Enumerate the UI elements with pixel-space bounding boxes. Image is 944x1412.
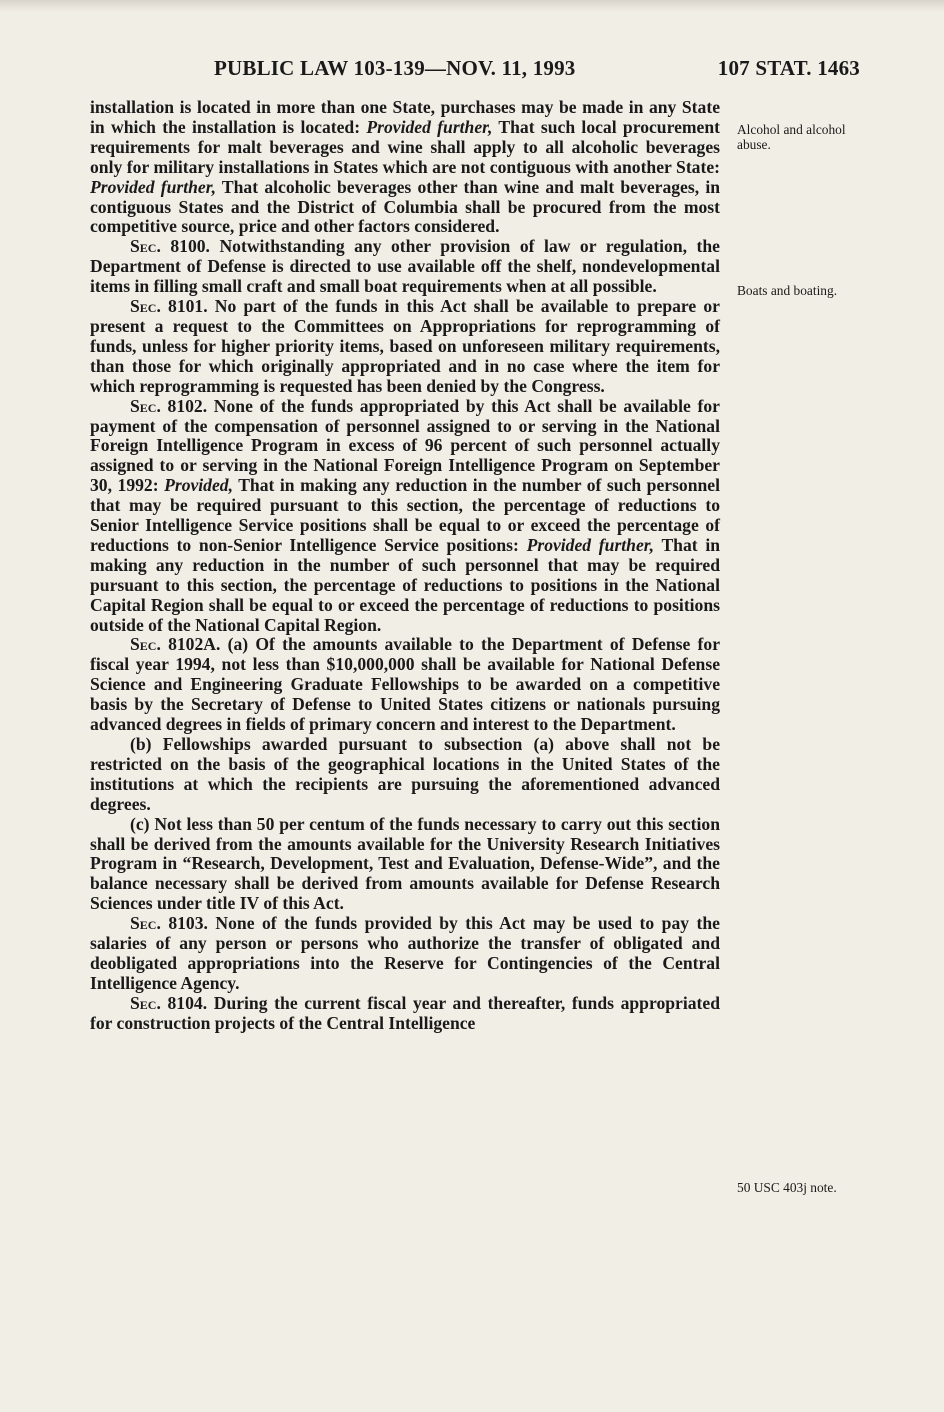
section-label: Sec. — [130, 913, 161, 934]
section-label: Sec. — [130, 992, 161, 1013]
section-8104: Sec. 8104. During the current fiscal year and thereafter, funds appropriated for construction projects of the Central Intelligence — [90, 992, 720, 1033]
continued-paragraph: installation is located in more than one State, purchases may be made in any State in which the installation is located: Provided further, That such local procurement requirements for malt beverages and wine shall apply to all alcoholic beverages only for military installations in States which are not contiguous with another State: Provided further, That alcoholic beverages other than wine and malt beverages, in contiguous States and the District of Columbia shall be procured from the most competitive source, price and other factors considered. — [90, 97, 720, 237]
section-8100: Sec. 8100. Notwithstanding any other provision of law or regulation, the Department of Defense is directed to use available off the shelf, nondevelopmental items in filling small craft and small boat requirements when at all possible. — [90, 236, 720, 297]
section-label: Sec. — [130, 395, 161, 416]
section-8102a-subsection-c: (c) Not less than 50 per centum of the funds necessary to carry out this section shall be derived from the amounts available for the University Research Initiatives Program in “Research, Development, Test and Evaluation, Defense-Wide”, and the balance necessary shall be derived from amounts available for Defense Research Sciences under title IV of this Act. — [90, 813, 720, 914]
section-8101: Sec. 8101. No part of the funds in this Act shall be available to prepare or present a request to the Committees on Appropriations for reprogramming of funds, unless for higher priority items, based on unforeseen military requirements, than those for which originally appropriated and in no case where the item for which reprogramming is requested has been denied by the Congress. — [90, 296, 720, 396]
margin-note-usc: 50 USC 403j note. — [737, 1180, 837, 1195]
section-8102: Sec. 8102. None of the funds appropriated by this Act shall be available for payment of the compensation of personnel assigned to or serving in the National Foreign Intelligence Program in excess of 96 percent of such personnel actually assigned to or serving in the National Foreign Intelligence Program on September 30, 1992: Provided, That in making any reduction in the number of such personnel that may be required pursuant to this section, the percentage of reductions to Senior Intelligence Service positions shall be equal to or exceed the percentage of reductions to non-Senior Intelligence Service positions: Provided further, That in making any reduction in the number of such personnel that may be required pursuant to this section, the percentage of reductions to positions in the National Capital Region shall be equal to or exceed the percentage of reductions to positions outside of the National Capital Region. — [90, 395, 720, 635]
page-header — [90, 56, 860, 84]
margin-note-boats: Boats and boating. — [737, 283, 838, 298]
proviso-italic: Provided further, — [526, 534, 655, 555]
section-label: Sec. — [130, 296, 161, 317]
section-label: Sec. — [130, 634, 161, 655]
statutes-page-number: 107 STAT. 1463 — [717, 56, 860, 80]
section-8102a: Sec. 8102A. (a) Of the amounts available to the Department of Defense for fiscal year 1994, not less than $10,000,000 shall be available for National Defense Science and Engineering Graduate Fellowships to be awarded on a competitive basis by the Secretary of Defense to United States citizens or nationals pursuing advanced degrees in fields of primary concern and interest to the Department. — [90, 634, 720, 735]
public-law-citation: PUBLIC LAW 103-139—NOV. 11, 1993 — [214, 56, 576, 80]
proviso-italic: Provided further, — [366, 116, 493, 137]
section-label: Sec. — [130, 236, 161, 257]
proviso-italic: Provided, — [164, 475, 233, 496]
proviso-italic: Provided further, — [90, 176, 216, 197]
page-top-edge — [0, 0, 944, 12]
law-text-column — [90, 98, 720, 1034]
section-8102a-subsection-b: (b) Fellowships awarded pursuant to subsection (a) above shall not be restricted on the basis of the geographical locations in the United States of the institutions at which the recipients are pursuing the aforementioned advanced degrees. — [90, 734, 720, 814]
margin-note-alcohol: Alcohol and alcohol abuse. — [737, 122, 846, 152]
section-8103: Sec. 8103. None of the funds provided by this Act may be used to pay the salaries of any person or persons who authorize the transfer of obligated and deobligated appropriations into the Reserve for Contingencies of the Central Intelligence Agency. — [90, 913, 720, 993]
